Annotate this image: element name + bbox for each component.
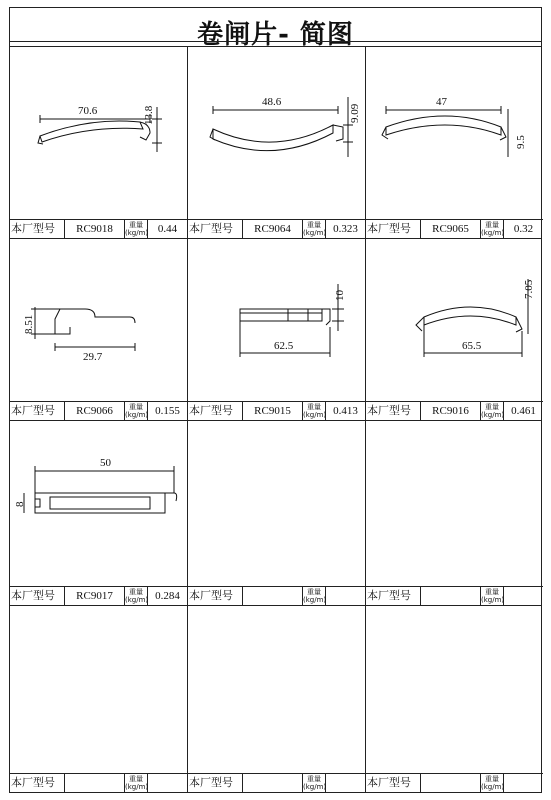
factory-model-label: 本厂型号 xyxy=(11,589,55,602)
weight-value: 0.44 xyxy=(157,223,178,235)
spec-row xyxy=(366,401,543,420)
spec-row xyxy=(10,586,187,605)
profile-drawing-rc9066 xyxy=(10,239,187,407)
weight-value xyxy=(504,587,543,605)
weight-label: 重量 (kg/m) xyxy=(481,403,505,419)
factory-model-label: 本厂型号 xyxy=(189,404,233,417)
model-number: RC9066 xyxy=(64,402,124,420)
model-number xyxy=(242,774,302,792)
weight-label: 重量 (kg/m) xyxy=(125,221,149,237)
weight-value: 0.284 xyxy=(155,590,180,602)
factory-model-label: 本厂型号 xyxy=(189,222,233,235)
weight-value xyxy=(326,774,365,792)
width-dimension: 29.7 xyxy=(83,351,103,363)
weight-label: 重量 (kg/m) xyxy=(481,775,505,791)
weight-value xyxy=(326,587,365,605)
spec-row xyxy=(10,219,187,238)
empty-cell xyxy=(366,421,543,605)
model-number xyxy=(420,774,480,792)
height-dimension: 8 xyxy=(14,501,26,507)
width-dimension: 70.6 xyxy=(78,105,98,117)
model-number xyxy=(242,587,302,605)
height-dimension: 8.51 xyxy=(23,314,35,334)
weight-value: 0.461 xyxy=(511,405,536,417)
weight-label: 重量 (kg/m) xyxy=(125,775,149,791)
profile-drawing-rc9016 xyxy=(366,239,543,407)
factory-model-label: 本厂型号 xyxy=(11,222,55,235)
model-number xyxy=(64,774,124,792)
weight-value: 0.155 xyxy=(155,405,180,417)
factory-model-label: 本厂型号 xyxy=(11,776,55,789)
weight-label: 重量 (kg/m) xyxy=(303,221,327,237)
title-divider xyxy=(10,41,541,42)
factory-model-label: 本厂型号 xyxy=(367,222,411,235)
height-dimension: 9.5 xyxy=(515,135,527,149)
empty-cell xyxy=(188,606,365,792)
profile-drawing-rc9018 xyxy=(10,47,187,215)
width-dimension: 47 xyxy=(436,96,447,108)
spec-row xyxy=(188,773,365,792)
height-dimension: 10 xyxy=(334,290,346,301)
factory-model-label: 本厂型号 xyxy=(189,776,233,789)
model-number: RC9016 xyxy=(420,402,480,420)
model-number: RC9015 xyxy=(242,402,302,420)
model-number: RC9017 xyxy=(64,587,124,605)
empty-cell xyxy=(366,606,543,792)
spec-row xyxy=(366,586,543,605)
model-number xyxy=(420,587,480,605)
profile-drawing-rc9065 xyxy=(366,47,543,215)
profile-cell-rc9066 xyxy=(10,239,187,420)
empty-cell xyxy=(10,606,187,792)
factory-model-label: 本厂型号 xyxy=(367,776,411,789)
factory-model-label: 本厂型号 xyxy=(367,589,411,602)
profile-drawing-rc9064 xyxy=(188,47,365,215)
profile-cell-rc9016 xyxy=(366,239,543,420)
height-dimension: 9.09 xyxy=(349,103,361,123)
model-number: RC9064 xyxy=(242,220,302,238)
drawing-sheet xyxy=(9,7,542,793)
profile-cell-rc9018 xyxy=(10,47,187,238)
spec-row xyxy=(188,586,365,605)
weight-label: 重量 (kg/m) xyxy=(303,403,327,419)
factory-model-label: 本厂型号 xyxy=(189,589,233,602)
profile-cell-rc9017 xyxy=(10,421,187,605)
weight-label: 重量 (kg/m) xyxy=(303,775,327,791)
profile-cell-rc9065 xyxy=(366,47,543,238)
width-dimension: 62.5 xyxy=(274,340,294,352)
profile-cell-rc9015 xyxy=(188,239,365,420)
weight-label: 重量 (kg/m) xyxy=(303,588,327,604)
spec-row xyxy=(188,219,365,238)
empty-cell xyxy=(188,421,365,605)
profile-cell-rc9064 xyxy=(188,47,365,238)
spec-row xyxy=(366,773,543,792)
weight-value: 0.323 xyxy=(333,223,358,235)
weight-value: 0.32 xyxy=(513,223,534,235)
factory-model-label: 本厂型号 xyxy=(11,404,55,417)
spec-row xyxy=(366,219,543,238)
sheet-title: 卷闸片- 简图 xyxy=(197,20,354,50)
width-dimension: 65.5 xyxy=(462,340,482,352)
spec-row xyxy=(10,401,187,420)
spec-row xyxy=(10,773,187,792)
weight-value: 0.413 xyxy=(333,405,358,417)
height-dimension: 7.05 xyxy=(523,279,535,299)
weight-value xyxy=(148,774,187,792)
profile-drawing-rc9015 xyxy=(188,239,365,407)
weight-label: 重量 (kg/m) xyxy=(125,588,149,604)
model-number: RC9018 xyxy=(64,220,124,238)
width-dimension: 48.6 xyxy=(262,96,282,108)
factory-model-label: 本厂型号 xyxy=(367,404,411,417)
height-dimension: 13.8 xyxy=(143,105,155,125)
weight-label: 重量 (kg/m) xyxy=(481,588,505,604)
weight-value xyxy=(504,774,543,792)
width-dimension: 50 xyxy=(100,457,111,469)
spec-row xyxy=(188,401,365,420)
weight-label: 重量 (kg/m) xyxy=(125,403,149,419)
weight-label: 重量 (kg/m) xyxy=(481,221,505,237)
profile-drawing-rc9017 xyxy=(10,421,187,589)
model-number: RC9065 xyxy=(420,220,480,238)
